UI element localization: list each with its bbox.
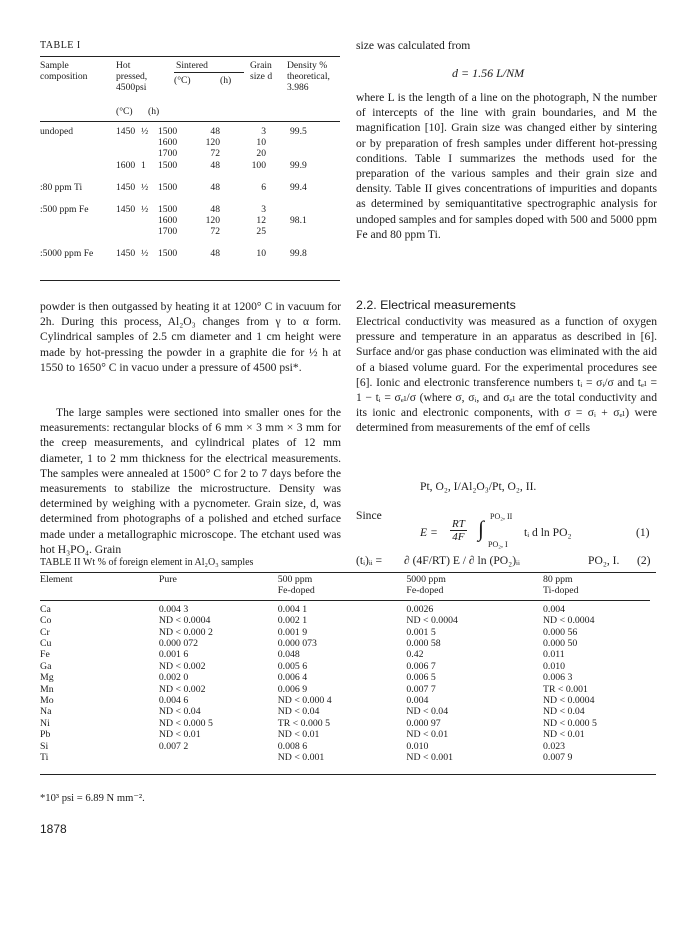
table2-cell: TR < 0.000 5 — [277, 717, 331, 729]
table2-cell: 0.011 — [542, 649, 565, 661]
table2 — [40, 574, 650, 764]
table2-cell: Mg — [40, 672, 54, 684]
table2-cell: Ti — [40, 752, 49, 764]
cell-notation: Pt, O₂, I/Al₂O₃/Pt, O₂, II. — [420, 480, 537, 493]
table2-bottom-rule — [40, 774, 656, 775]
table2-cell: Ni — [40, 717, 50, 729]
table1-cell-grain: 20 — [256, 148, 266, 159]
table2-cell — [159, 585, 278, 600]
table1-cell-grain: 10 — [256, 248, 266, 259]
th-sintered-rule — [174, 72, 244, 73]
table2-cell: Fe-doped — [406, 585, 543, 600]
eq1-numerator: RT — [452, 518, 465, 530]
eq1-integrand: tᵢ d ln PO₂ — [524, 526, 572, 539]
th-grain: Grain size d — [250, 60, 273, 82]
table2-cell: 0.010 — [542, 660, 566, 672]
page-number: 1878 — [40, 822, 67, 836]
table2-caption: TABLE II Wt % of foreign element in Al₂O₃ samples — [40, 557, 254, 568]
table2-cell: 0.006 4 — [277, 672, 308, 684]
grain-size-equation: d = 1.56 L/NM — [452, 66, 525, 80]
table2-cell: ND < 0.04 — [406, 706, 449, 718]
table2-top-rule — [40, 572, 656, 573]
table1-cell-s_h: 48 — [210, 182, 220, 193]
table2-cell: 0.005 6 — [277, 660, 308, 672]
table2-cell: ND < 0.01 — [158, 729, 201, 741]
eq2-number: (2) — [637, 554, 651, 567]
eq1-number: (1) — [636, 526, 650, 539]
table2-header-row — [40, 574, 650, 585]
table2-cell: 0.42 — [406, 649, 424, 661]
table2-cell: ND < 0.01 — [542, 729, 585, 741]
table2-cell: Fe — [40, 649, 50, 661]
table2-cell: 0.000 58 — [406, 638, 441, 650]
section-heading-electrical: 2.2. Electrical measurements — [356, 298, 516, 312]
table-row — [40, 706, 650, 717]
table2-cell: Cr — [40, 626, 50, 638]
table2-cell: Ca — [40, 603, 51, 615]
table2-cell: 80 ppm — [542, 574, 573, 585]
table-row — [40, 627, 650, 638]
table1-cell-hp_h: ½ — [141, 182, 149, 193]
table2-cell: Element — [40, 574, 73, 585]
electrical-paragraph: Electrical conductivity was measured as a function of oxygen pressure and temperature in an apparatus as described in [6]. Surface and/or gas phase conduction was eliminated with the aid of a biased volume guard. For the experimental procedures see [6]. Ionic and electronic transference numbers tᵢ = σᵢ/σ and tₑₗ = 1 − tᵢ = σₑₗ/σ (where σ, σᵢ, and σₑₗ are the total conductivity and its ionic and electronic components, with σ = σᵢ + σₑₗ) were determined from measurements of the emf of cells — [356, 315, 657, 435]
table1-cell-s_h: 120 — [205, 215, 220, 226]
table2-cell: 0.004 1 — [277, 603, 308, 615]
table1-cell-grain: 3 — [261, 126, 266, 137]
table2-cell: ND < 0.01 — [406, 729, 449, 741]
table1-bottom-rule — [40, 280, 340, 281]
table-row — [40, 672, 650, 683]
eq1-upper-limit: PO₂, II — [490, 512, 513, 521]
table1-cell-s_t: 1500 — [158, 204, 178, 215]
table2-cell: Si — [40, 740, 49, 752]
table2-cell: ND < 0.04 — [158, 706, 201, 718]
table2-cell: Cu — [40, 638, 52, 650]
table2-cell: 0.007 7 — [406, 683, 436, 695]
table-row — [40, 615, 650, 626]
table2-cell: Ti-doped — [543, 585, 650, 600]
th-hot: Hot pressed, 4500psi — [116, 60, 148, 93]
table2-cell: 0.048 — [277, 649, 300, 661]
table1-cell-sample: :500 ppm Fe — [40, 204, 89, 215]
eq1-denominator: 4F — [452, 531, 465, 543]
table2-cell: ND < 0.001 — [277, 752, 325, 764]
table2-cell: 0.000 97 — [406, 717, 441, 729]
table2-cell: ND < 0.001 — [406, 752, 453, 764]
table1-cell-s_t: 1500 — [158, 248, 178, 259]
table-row — [40, 649, 650, 660]
table2-cell: 0.023 — [542, 740, 566, 752]
table-row — [40, 684, 650, 695]
th-density: Density % theoretical, 3.986 — [287, 60, 330, 93]
table1-cell-hp_t: 1450 — [116, 126, 136, 137]
table1-cell-hp_t: 1450 — [116, 204, 136, 215]
table2-cell: 0.004 — [542, 603, 566, 615]
table2-cell: 0.000 56 — [542, 626, 578, 638]
table2-cell: 0.007 9 — [542, 752, 573, 764]
eq1-lower-limit: PO₂, I — [488, 540, 508, 549]
table1-cell-density: 99.8 — [290, 248, 307, 259]
table1-cell-hp_h: ½ — [141, 204, 149, 215]
table1-cell-s_t: 1500 — [158, 182, 178, 193]
equation-1 — [420, 514, 660, 550]
table1-cell-s_t: 1700 — [158, 226, 178, 237]
table2-cell — [159, 752, 278, 763]
table1-cell-density: 99.5 — [290, 126, 307, 137]
table2-cell: ND < 0.04 — [542, 706, 585, 718]
left-paragraph-2: The large samples were sectioned into smaller ones for the measurements: rectangular blocks of 6 mm × 3 mm × 3 mm for the creep measurements, and cylindrical plates of 12 mm diameter, 1 to 2 mm thickness for the electrical measurements. The samples were annealed at 1500° C for 2 to 7 days before the measurements to stabilize the microstructure. Density was determined by weighing with a pycnometer. Grain size, d, was determined from photographs of a polished and etched surface made under a metallographic microscope. The etchant used was hot H₃PO₄. Grain — [40, 406, 341, 556]
table2-cell: Co — [40, 615, 52, 627]
table2-cell: 0.010 — [406, 740, 429, 752]
table1-cell-s_h: 48 — [210, 126, 220, 137]
table1-cell-grain: 10 — [256, 137, 266, 148]
th-hot-c: (°C) — [116, 106, 133, 117]
table2-cell: ND < 0.000 4 — [277, 695, 332, 707]
table2-cell: Ga — [40, 660, 52, 672]
table2-cell: 0.006 9 — [277, 683, 308, 695]
table2-cell: ND < 0.002 — [158, 683, 206, 695]
table2-cell — [40, 585, 159, 600]
eq2-lhs: (tᵢ)ᵢᵢ = — [356, 554, 383, 567]
table2-cell: Na — [40, 706, 52, 718]
table2-cell: ND < 0.0004 — [406, 615, 458, 627]
table2-cell: 0.002 1 — [277, 615, 308, 627]
table2-cell: 0.006 7 — [406, 660, 436, 672]
table1-cell-hp_h: ½ — [141, 126, 149, 137]
table2-cell: ND < 0.0004 — [158, 615, 211, 627]
left-paragraph-1: powder is then outgassed by heating it at 1200° C in vacuum for 2h. During this process, Al₂O₃ changes from γ to α form. Cylindrical samples of 2.5 cm diameter and 1 cm height were made by hot-pressing the powder in a graphite die for ½ h at 1550 to 1650° C in vacuo under a pressure of 4500 psi*. — [40, 300, 341, 374]
table1-cell-s_t: 1600 — [158, 215, 178, 226]
table1-cell-s_h: 48 — [210, 160, 220, 171]
table1-cell-hp_t: 1600 — [116, 160, 136, 171]
table2-cell: 0.004 6 — [158, 695, 189, 707]
table2-cell: 0.007 2 — [158, 740, 189, 752]
table-row — [40, 604, 650, 615]
table-row — [40, 638, 650, 649]
table1-cell-density: 99.9 — [290, 160, 307, 171]
table2-cell: 0.001 6 — [158, 649, 189, 661]
table1-caption: TABLE I — [40, 40, 81, 51]
table2-cell: 0.004 — [406, 695, 429, 707]
table-row — [40, 741, 650, 752]
table2-cell: ND < 0.000 2 — [158, 626, 213, 638]
table1-cell-hp_t: 1450 — [116, 248, 136, 259]
table-row — [40, 661, 650, 672]
table1-header-rule — [40, 121, 340, 122]
eq1-fraction — [450, 518, 467, 543]
equation-2 — [356, 548, 660, 572]
since-label: Since — [356, 509, 382, 522]
table2-cell: Pb — [40, 729, 51, 741]
table2-cell: 0.008 6 — [277, 740, 308, 752]
table-row — [40, 718, 650, 729]
grain-size-paragraph: where L is the length of a line on the photograph, N the number of intercepts of the line with grain boundaries, and M the magnification [10]. Grain size was changed either by sintering or by preparation of fresh samples under different hot-pressing conditions. Table I summarizes the methods used for the preparation of the various samples and their grain size and density. Table II gives concentrations of impurities and dopants as determined by semiquantitative spectrographic analysis for undoped samples and for samples doped with 500 and 5000 ppm Fe and 80 ppm Ti. — [356, 91, 657, 241]
table1-header — [40, 60, 340, 122]
table2-header-row-2 — [40, 585, 650, 600]
table2-cell: 0.000 072 — [158, 638, 199, 650]
table1-cell-s_h: 48 — [210, 204, 220, 215]
th-sample: Sample composition — [40, 60, 88, 82]
table2-cell: ND < 0.002 — [158, 660, 206, 672]
table1-cell-sample: :80 ppm Ti — [40, 182, 83, 193]
th-sintered: Sintered — [176, 60, 208, 71]
eq2-body: ∂ (4F/RT) E / ∂ ln (PO₂)ᵢᵢ — [404, 554, 520, 567]
th-sintered-c: (°C) — [174, 75, 191, 86]
table2-cell: ND < 0.04 — [277, 706, 320, 718]
table2-cell: 500 ppm — [277, 574, 313, 585]
table-row — [40, 695, 650, 706]
table1-cell-s_t: 1500 — [158, 126, 178, 137]
table-row — [40, 752, 650, 763]
eq1-lhs: E = — [420, 526, 438, 539]
footnote: *10³ psi = 6.89 N mm⁻². — [40, 793, 145, 804]
table2-cell: ND < 0.0004 — [542, 615, 595, 627]
table1-cell-grain: 6 — [261, 182, 266, 193]
table1-cell-s_t: 1700 — [158, 148, 178, 159]
table1-cell-s_h: 72 — [210, 148, 220, 159]
table1-cell-sample: undoped — [40, 126, 74, 137]
table1-cell-hp_t: 1450 — [116, 182, 136, 193]
table2-cell: 5000 ppm — [406, 574, 446, 585]
table2-cell: ND < 0.0004 — [542, 695, 595, 707]
table2-cell: 0.001 5 — [406, 626, 436, 638]
table2-cell: 0.004 3 — [158, 603, 189, 615]
table1-cell-s_h: 72 — [210, 226, 220, 237]
table2-cell: 0.006 3 — [542, 672, 573, 684]
table1-cell-hp_h: ½ — [141, 248, 149, 259]
table1-cell-density: 99.4 — [290, 182, 307, 193]
table-row — [40, 729, 650, 740]
table1-cell-grain: 12 — [256, 215, 266, 226]
grain-size-intro: size was calculated from — [356, 39, 471, 52]
integral-sign: ∫ — [478, 516, 485, 541]
table1-cell-s_t: 1500 — [158, 160, 178, 171]
table2-cell: ND < 0.000 5 — [158, 717, 213, 729]
table2-cell: Pure — [158, 574, 177, 585]
table2-cell: ND < 0.000 5 — [542, 717, 597, 729]
table2-cell: 0.001 9 — [277, 626, 308, 638]
table2-cell: 0.002 0 — [158, 672, 189, 684]
th-hot-h: (h) — [148, 106, 160, 117]
table2-cell: TR < 0.001 — [542, 683, 588, 695]
table1-cell-density: 98.1 — [290, 215, 307, 226]
table1-cell-grain: 3 — [261, 204, 266, 215]
th-sintered-h: (h) — [220, 75, 232, 86]
table1-cell-s_h: 48 — [210, 248, 220, 259]
table2-cell: Fe-doped — [278, 585, 407, 600]
table2-cell: 0.000 50 — [542, 638, 578, 650]
table2-cell: Mn — [40, 683, 54, 695]
table1-cell-hp_h: 1 — [141, 160, 146, 171]
table1-cell-grain: 25 — [256, 226, 266, 237]
table2-cell: ND < 0.01 — [277, 729, 320, 741]
eq2-tail: PO₂, I. — [588, 554, 620, 567]
table1-cell-sample: :5000 ppm Fe — [40, 248, 94, 259]
table2-cell: 0.0026 — [406, 603, 434, 615]
table1-cell-s_h: 120 — [205, 137, 220, 148]
table2-cell: Mo — [40, 695, 54, 707]
table2-cell: 0.000 073 — [277, 638, 317, 650]
table2-cell: 0.006 5 — [406, 672, 436, 684]
table1-cell-grain: 100 — [251, 160, 266, 171]
table1-cell-s_t: 1600 — [158, 137, 178, 148]
table1-top-rule — [40, 56, 340, 57]
